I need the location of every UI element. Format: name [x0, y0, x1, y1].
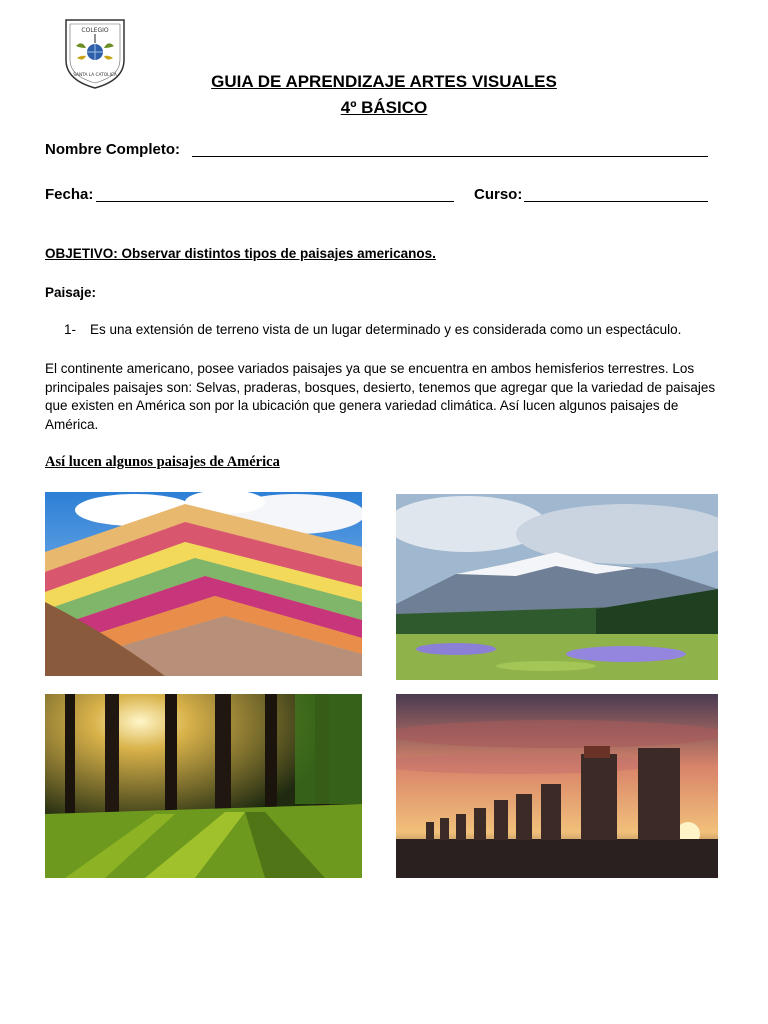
objetivo-heading: OBJETIVO: Observar distintos tipos de paisajes americanos.	[45, 246, 436, 261]
fecha-label: Fecha:	[45, 186, 94, 203]
svg-text:SANTA LA CATOLICA: SANTA LA CATOLICA	[73, 73, 117, 78]
page-subtitle: 4º BÁSICO	[340, 98, 428, 117]
list-item-text: Es una extensión de terreno vista de un lugar determinado y es considerada como un espectáculo.	[90, 322, 682, 337]
curso-label: Curso:	[474, 186, 523, 203]
list-item	[64, 322, 681, 337]
curso-field[interactable]	[524, 201, 708, 202]
fecha-field[interactable]	[96, 201, 454, 202]
photo-snowy-mountain-meadow	[396, 494, 718, 680]
photo-easter-island-moai	[396, 694, 718, 878]
nombre-field[interactable]	[192, 156, 708, 157]
page-title: GUIA DE APRENDIZAJE ARTES VISUALES	[211, 72, 557, 91]
nombre-label: Nombre Completo:	[45, 141, 180, 158]
photo-sunlit-forest	[45, 694, 362, 878]
list-item-number: 1-	[64, 322, 77, 337]
paisaje-label: Paisaje:	[45, 285, 97, 300]
photo-rainbow-mountain	[45, 492, 362, 676]
photos-subheading: Así lucen algunos paisajes de América	[45, 454, 280, 470]
svg-text:COLEGIO: COLEGIO	[81, 27, 109, 34]
body-paragraph: El continente americano, posee variados paisajes ya que se encuentra en ambos hemisferios terrestres. Los principales paisajes son: Selvas, praderas, bosques, desierto, tenemos que agregar que la variedad de paisajes que existen en América son por la ubicación que genera variedad climática. Así lucen algunos paisajes de América.	[45, 361, 716, 432]
